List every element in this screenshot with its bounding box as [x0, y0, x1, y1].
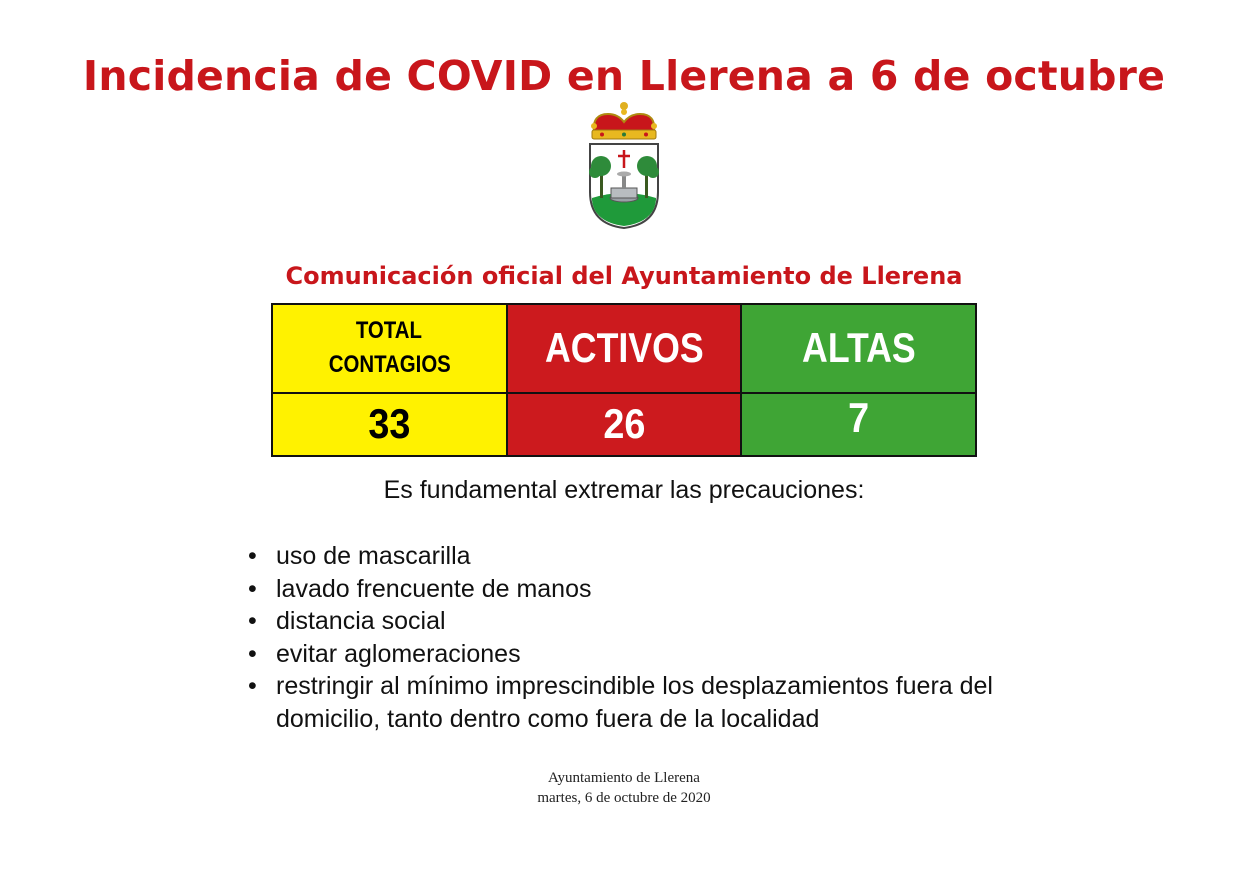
footer-organization: Ayuntamiento de Llerena — [548, 770, 700, 786]
bullet-icon: • — [248, 672, 257, 700]
value-altas: 7 — [741, 393, 976, 456]
subtitle: Comunicación oficial del Ayuntamiento de Llerena — [285, 262, 963, 290]
list-item: • distancia social — [248, 605, 1056, 638]
precautions-intro: Es fundamental extremar las precauciones: — [383, 476, 865, 504]
value-activos: 26 — [507, 393, 742, 456]
table-header-row — [272, 304, 976, 393]
header-total-contagios — [272, 304, 507, 393]
precautions-list — [248, 540, 1056, 735]
table-values-row — [272, 393, 976, 456]
value-total-contagios: 33 — [272, 393, 507, 456]
crown-icon — [591, 102, 657, 139]
bullet-icon: • — [248, 542, 257, 570]
header-total-line2: CONTAGIOS — [328, 351, 451, 379]
header-total-line1: TOTAL — [356, 317, 423, 345]
covid-stats-table — [271, 303, 977, 457]
list-item: • uso de mascarilla — [248, 540, 1056, 573]
list-item: • restringir al mínimo imprescindible los desplazamientos fuera del domicilio, tanto dentro como fuera de la localidad — [248, 672, 993, 733]
list-item: • evitar aglomeraciones — [248, 638, 1056, 671]
shield-icon — [589, 144, 659, 228]
bullet-icon: • — [248, 639, 257, 668]
header-activos: ACTIVOS — [507, 304, 742, 393]
footer — [0, 768, 1248, 808]
header-altas: ALTAS — [741, 304, 976, 393]
page-title: Incidencia de COVID en Llerena a 6 de octubre — [82, 52, 1166, 100]
bullet-icon: • — [248, 574, 257, 603]
footer-date: martes, 6 de octubre de 2020 — [537, 790, 711, 806]
coat-of-arms-icon — [584, 100, 664, 230]
list-item: • lavado frencuente de manos — [248, 573, 1056, 606]
bullet-icon: • — [248, 607, 257, 635]
